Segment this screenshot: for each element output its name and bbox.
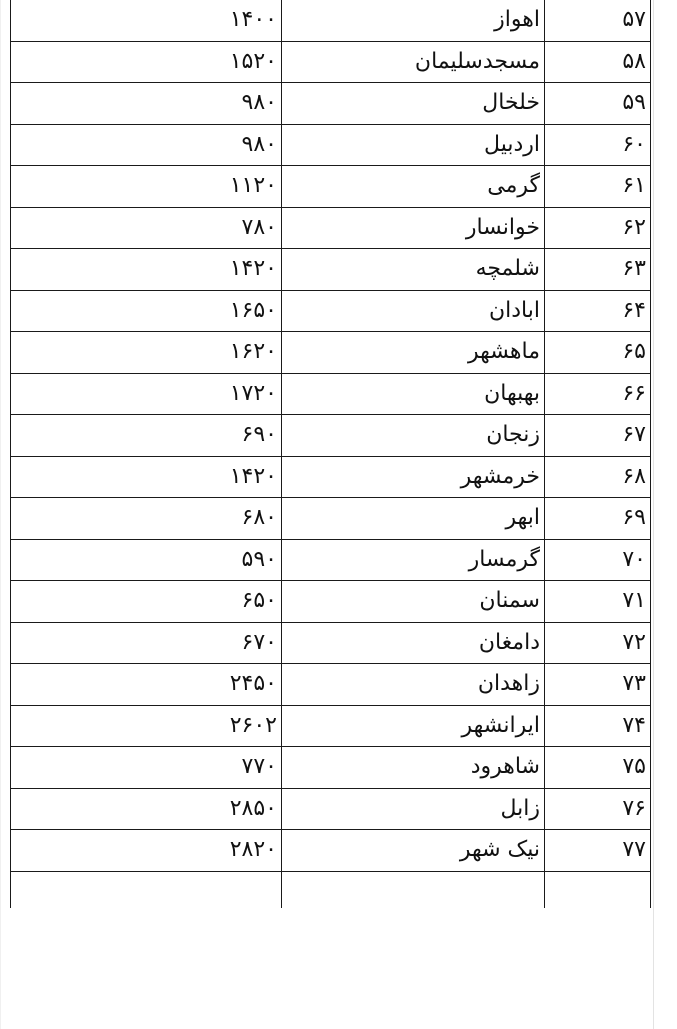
value-cell: ۷۸۰ — [11, 207, 282, 249]
table-row — [11, 581, 651, 623]
table-row — [11, 747, 651, 789]
value-cell: ۹۸۰ — [11, 124, 282, 166]
table-row — [11, 415, 651, 457]
row-number-cell: ۷۶ — [545, 788, 651, 830]
table-row — [11, 249, 651, 291]
table-row — [11, 498, 651, 540]
city-name-cell: شلمچه — [282, 249, 545, 291]
row-number-cell: ۵۹ — [545, 83, 651, 125]
partial-cell — [11, 871, 282, 908]
left-gutter-divider — [0, 0, 1, 1029]
row-number-cell: ۶۶ — [545, 373, 651, 415]
city-name-cell: خوانسار — [282, 207, 545, 249]
value-cell: ۱۶۲۰ — [11, 332, 282, 374]
table-row — [11, 373, 651, 415]
table-row — [11, 622, 651, 664]
city-name-cell: اهواز — [282, 0, 545, 41]
row-number-cell: ۶۵ — [545, 332, 651, 374]
row-number-cell: ۶۱ — [545, 166, 651, 208]
value-cell: ۶۵۰ — [11, 581, 282, 623]
value-cell: ۷۷۰ — [11, 747, 282, 789]
city-name-cell: نیک شهر — [282, 830, 545, 872]
row-number-cell: ۷۵ — [545, 747, 651, 789]
city-name-cell: اردبیل — [282, 124, 545, 166]
city-name-cell: زنجان — [282, 415, 545, 457]
value-cell: ۱۱۲۰ — [11, 166, 282, 208]
row-number-cell: ۷۴ — [545, 705, 651, 747]
city-name-cell: خلخال — [282, 83, 545, 125]
city-name-cell: دامغان — [282, 622, 545, 664]
table-row-partial-bottom — [11, 871, 651, 908]
value-cell: ۵۹۰ — [11, 539, 282, 581]
row-number-cell: ۷۳ — [545, 664, 651, 706]
row-number-cell: ۵۸ — [545, 41, 651, 83]
value-cell: ۱۴۲۰ — [11, 249, 282, 291]
table-row — [11, 830, 651, 872]
row-number-cell: ۷۰ — [545, 539, 651, 581]
city-name-cell: بهبهان — [282, 373, 545, 415]
table-row — [11, 539, 651, 581]
table-row — [11, 207, 651, 249]
row-number-cell: ۶۹ — [545, 498, 651, 540]
row-number-cell: ۶۸ — [545, 456, 651, 498]
city-name-cell: ابهر — [282, 498, 545, 540]
value-cell: ۲۶۰۲ — [11, 705, 282, 747]
row-number-cell: ۶۴ — [545, 290, 651, 332]
value-cell: ۹۸۰ — [11, 83, 282, 125]
row-number-cell: ۷۱ — [545, 581, 651, 623]
value-cell: ۱۵۲۰ — [11, 41, 282, 83]
table-body — [11, 0, 651, 908]
row-number-cell: ۵۷ — [545, 0, 651, 41]
city-name-cell: گرمی — [282, 166, 545, 208]
city-name-cell: شاهرود — [282, 747, 545, 789]
partial-cell — [545, 871, 651, 908]
value-cell: ۶۸۰ — [11, 498, 282, 540]
table-row — [11, 41, 651, 83]
value-cell: ۶۷۰ — [11, 622, 282, 664]
value-cell: ۱۶۵۰ — [11, 290, 282, 332]
row-number-cell: ۷۷ — [545, 830, 651, 872]
value-cell: ۱۴۲۰ — [11, 456, 282, 498]
scrollbar-track[interactable] — [653, 0, 654, 1029]
table-row — [11, 166, 651, 208]
city-name-cell: ماهشهر — [282, 332, 545, 374]
row-number-cell: ۶۰ — [545, 124, 651, 166]
row-number-cell: ۷۲ — [545, 622, 651, 664]
row-number-cell: ۶۷ — [545, 415, 651, 457]
table-row — [11, 456, 651, 498]
value-cell: ۱۴۰۰ — [11, 0, 282, 41]
row-number-cell: ۶۳ — [545, 249, 651, 291]
city-name-cell: خرمشهر — [282, 456, 545, 498]
table-row — [11, 788, 651, 830]
table-row — [11, 290, 651, 332]
value-cell: ۱۷۲۰ — [11, 373, 282, 415]
city-name-cell: مسجدسلیمان — [282, 41, 545, 83]
table-row — [11, 83, 651, 125]
table-row — [11, 0, 651, 41]
value-cell: ۲۸۵۰ — [11, 788, 282, 830]
value-cell: ۶۹۰ — [11, 415, 282, 457]
table-row — [11, 332, 651, 374]
row-number-cell: ۶۲ — [545, 207, 651, 249]
table-row — [11, 664, 651, 706]
partial-cell — [282, 871, 545, 908]
city-name-cell: گرمسار — [282, 539, 545, 581]
value-cell: ۲۴۵۰ — [11, 664, 282, 706]
city-values-table — [10, 0, 651, 908]
city-name-cell: سمنان — [282, 581, 545, 623]
value-cell: ۲۸۲۰ — [11, 830, 282, 872]
table-row — [11, 124, 651, 166]
table-row — [11, 705, 651, 747]
city-name-cell: زاهدان — [282, 664, 545, 706]
city-name-cell: زابل — [282, 788, 545, 830]
city-name-cell: ابادان — [282, 290, 545, 332]
city-name-cell: ایرانشهر — [282, 705, 545, 747]
